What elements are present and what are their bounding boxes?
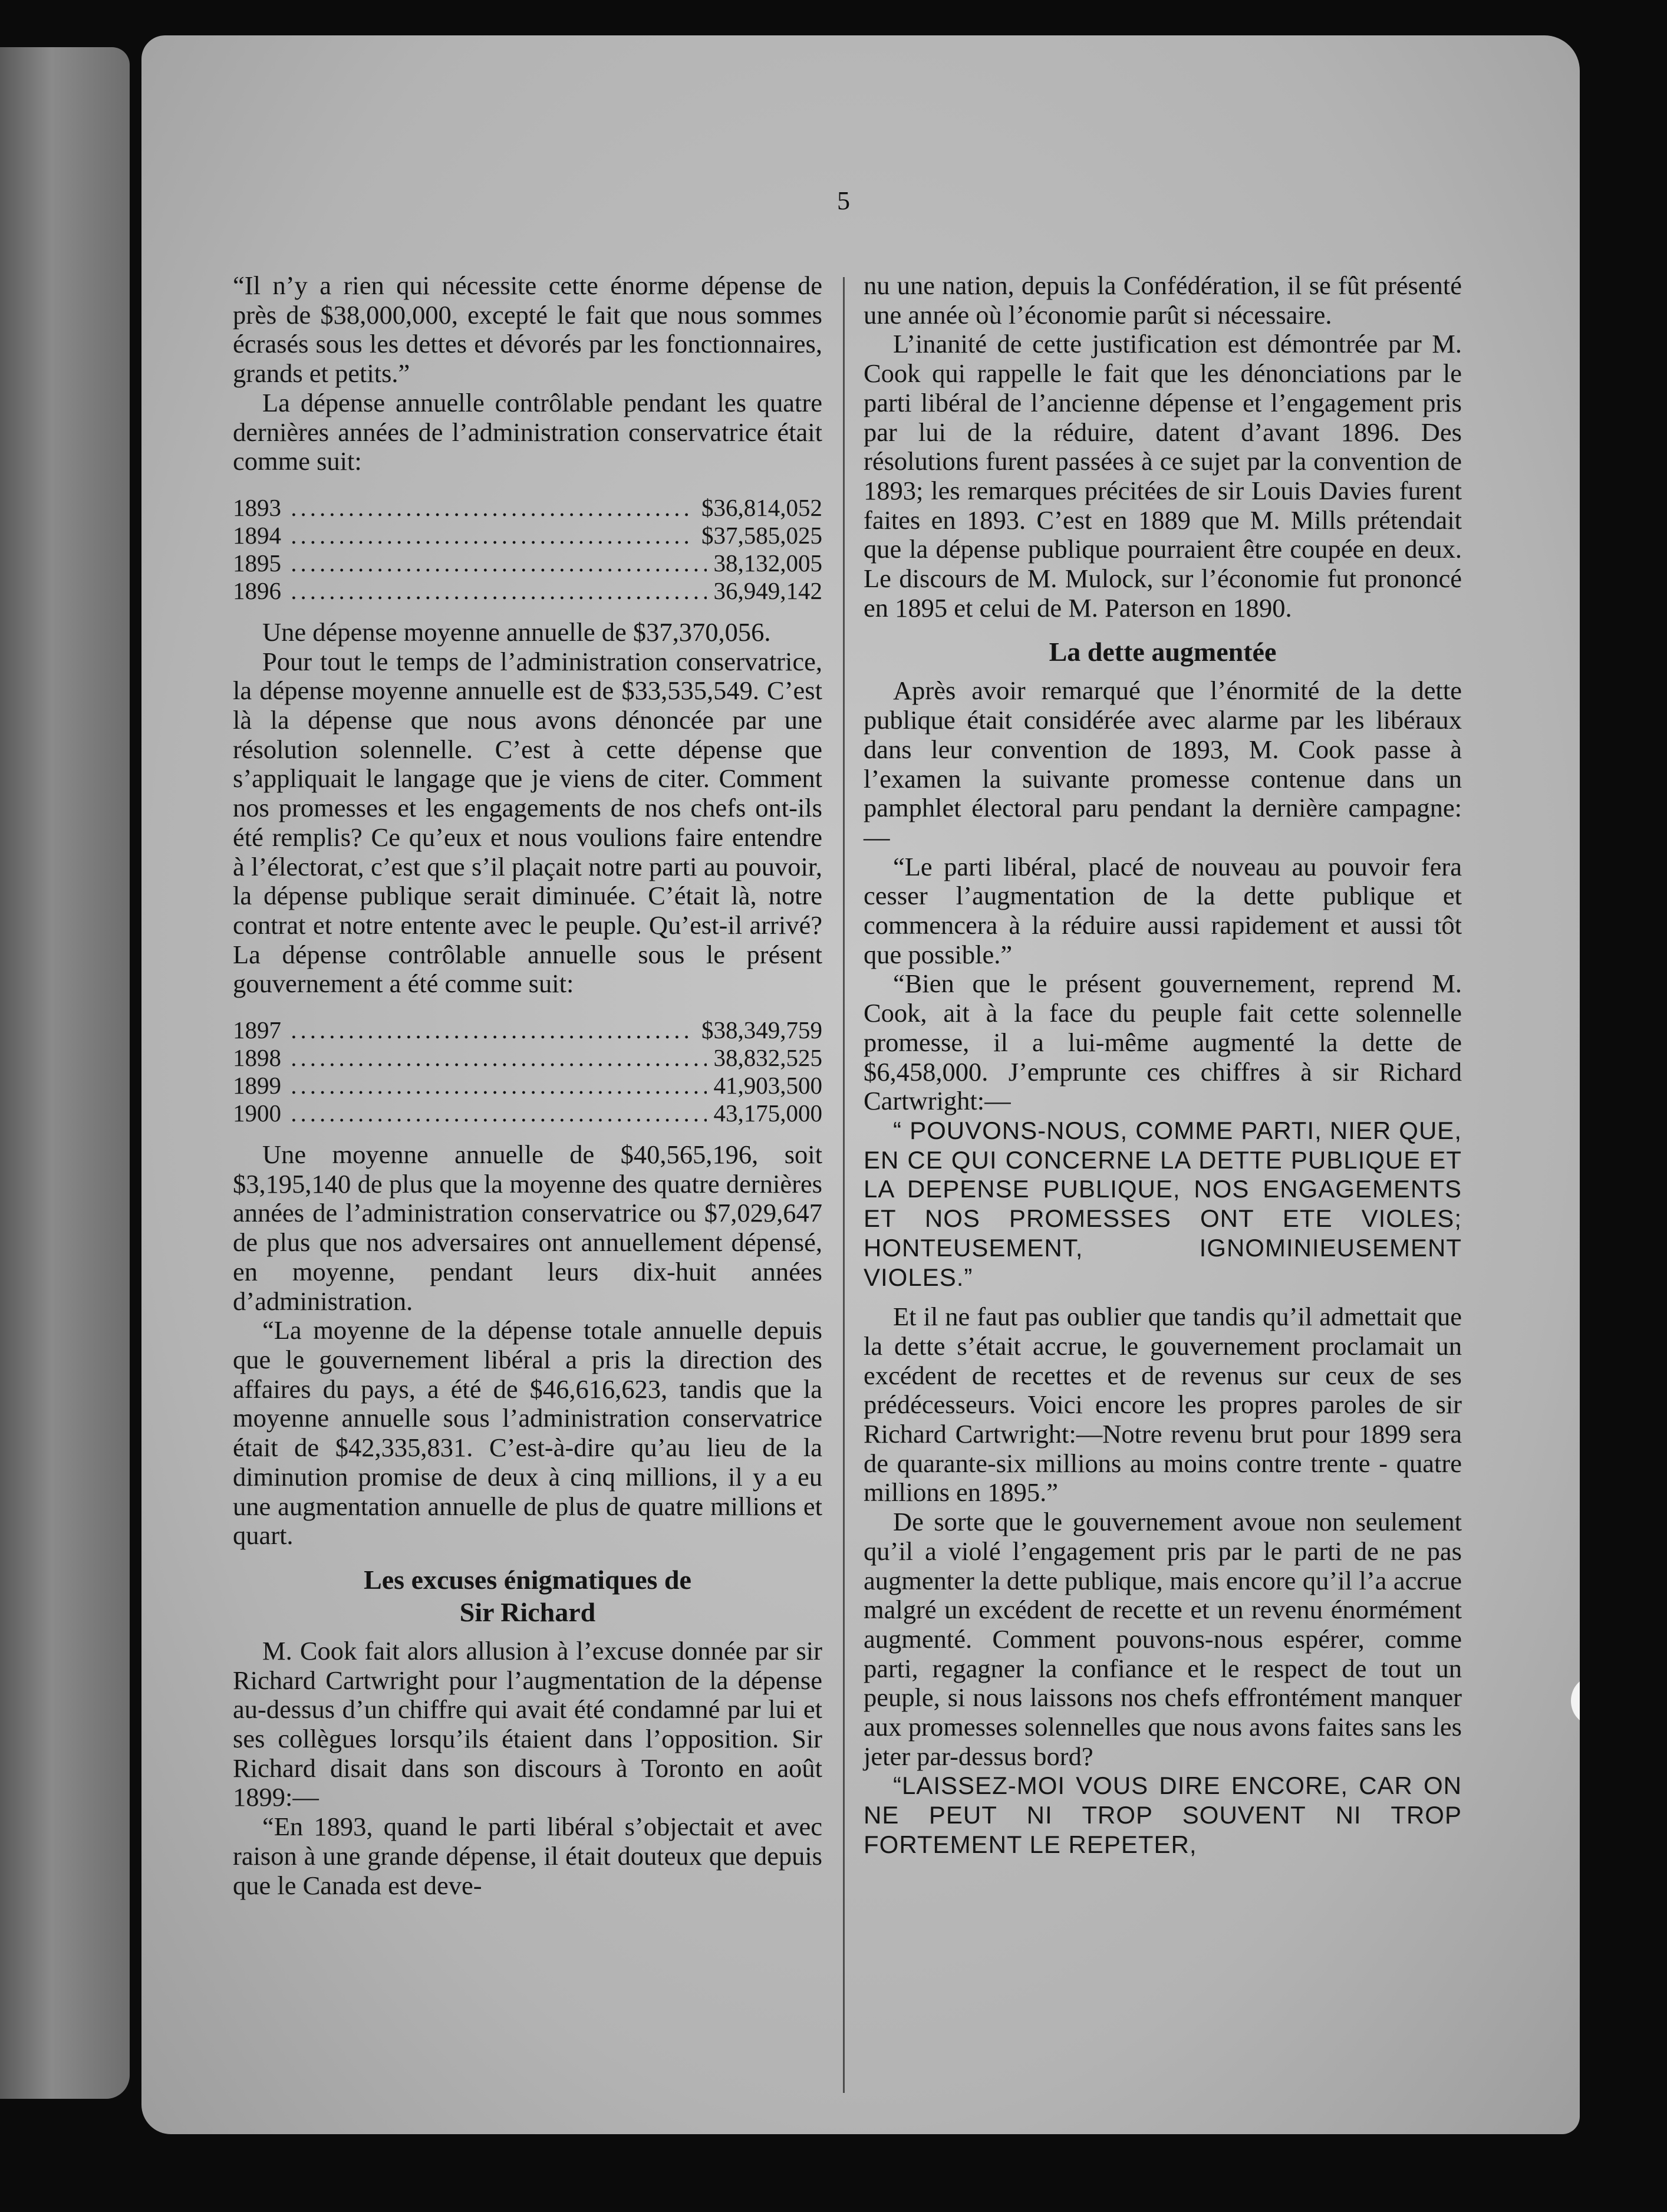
year-cell: 1895 ..... [233, 549, 707, 577]
year-cell: 1899 ..... [233, 1072, 707, 1100]
paragraph: La dépense annuelle contrôlable pendant les quatre dernières années de l’administration conservatrice était comme suit: [233, 387, 822, 476]
table-row [233, 1016, 822, 1044]
right-column [864, 271, 1462, 1859]
amount-cell: 38,832,525 [713, 1044, 822, 1072]
paragraph: L’inanité de cette justification est démontrée par M. Cook qui rappelle le fait que les dénonciations par le parti libéral de l’ancienne dépense et l’engagement pris par lui de la réduire, datent d’avant 1896. Des résolutions furent passées à ce sujet par la convention de 1893; les remarques précitées de sir Louis Davies furent faites en 1893. C’est en 1889 que M. Mills prétendait que la dépense publique pourraient être coupée en deux. Le discours de M. Mulock, sur l’économie fut prononcé en 1895 et celui de M. Paterson en 1890. [864, 329, 1462, 623]
amount-cell: 38,132,005 [713, 549, 822, 577]
amount-cell: 43,175,000 [713, 1100, 822, 1127]
amount-cell: $38,349,759 [701, 1016, 822, 1044]
left-column [233, 271, 822, 1900]
expense-table-conservative [233, 494, 822, 605]
paper-hole [1571, 1677, 1580, 1724]
year-cell: 1897 ..... [233, 1016, 694, 1044]
amount-cell: 41,903,500 [713, 1072, 822, 1100]
expense-table-liberal [233, 1016, 822, 1127]
paragraph: De sorte que le gouvernement avoue non seulement qu’il a violé l’engagement pris par le parti de ne pas augmenter la dette publique, mais encore qu’il l’a accrue malgré un excédent de recette et un revenu énormément augmenté. Comment pouvons-nous espérer, comme parti, regagner la confiance et le respect de tout un peuple, si nous laissons nos chefs effrontément manquer aux promesses solennelles que nous avons faites sans les jeter par-dessus bord? [864, 1507, 1462, 1771]
year-cell: 1898 ..... [233, 1044, 707, 1072]
year-cell: 1894 ..... [233, 522, 694, 549]
amount-cell: $37,585,025 [701, 521, 822, 549]
table-row [233, 522, 822, 549]
year-cell: 1896 ..... [233, 577, 707, 605]
paragraph: M. Cook fait alors allusion à l’excuse donnée par sir Richard Cartwright pour l’augmentation de la dépense au-dessus d’un chiffre qui avait été condamné par lui et ses collègues lorsqu’ils étaient dans l’opposition. Sir Richard disait dans son discours à Toronto en août 1899:— [233, 1635, 822, 1812]
quote-paragraph: “Le parti libéral, placé de nouveau au pouvoir fera cesser l’augmentation de la dette publique et commencera à la réduire aussi rapidement et aussi tôt que possible.” [864, 851, 1462, 969]
amount-cell: 36,949,142 [713, 577, 822, 604]
previous-page-edge [0, 47, 130, 2099]
year-cell: 1900 ..... [233, 1100, 707, 1127]
paragraph: Après avoir remarqué que l’énormité de la dette publique était considérée avec alarme par les libéraux dans leur convention de 1893, M. Cook passe à l’examen la suivante promesse contenue dans un pamphlet électoral paru pendant la dernière campagne:— [864, 676, 1462, 852]
table-row [233, 549, 822, 577]
section-heading [233, 1563, 822, 1628]
paragraph: Une moyenne annuelle de $40,565,196, soit $3,195,140 de plus que la moyenne des quatre dernières années de l’administration conservatrice ou $7,029,647 de plus que nos adversaires ont annuellement dépensé, en moyenne, pendant leurs dix-huit années d’administration. [233, 1140, 822, 1316]
uppercase-quote: “LAISSEZ-MOI VOUS DIRE ENCORE, CAR ON NE PEUT NI TROP SOUVENT NI TROP FORTEMENT LE REPETER, [864, 1772, 1462, 1858]
table-row [233, 1072, 822, 1100]
table-row [233, 494, 822, 522]
section-heading: La dette augmentée [1049, 637, 1277, 667]
paragraph: Une dépense moyenne annuelle de $37,370,056. [262, 617, 771, 647]
paragraph: Pour tout le temps de l’administration conservatrice, la dépense moyenne annuelle est de $33,535,549. C’est là la dépense que nous avons dénoncée par une résolution solennelle. C’est à cette dépense que s’appliquait le langage que je viens de citer. Comment nos promesses et les engagements de nos chefs ont-ils été remplis? Ce qu’eux et nous voulions faire entendre à l’électorat, c’est que s’il plaçait notre parti au pouvoir, la dépense publique serait diminuée. C’était là, notre contrat et notre entente avec le peuple. Qu’est-il arrivé? La dépense contrôlable annuelle sous le présent gouvernement a été comme suit: [233, 646, 822, 999]
quote-paragraph: “En 1893, quand le parti libéral s’objectait et avec raison à une grande dépense, il était douteux que depuis que le Canada est deve- [233, 1812, 822, 1900]
page-number: 5 [837, 186, 850, 215]
year-cell: 1893 ..... [233, 494, 694, 522]
table-row [233, 1100, 822, 1127]
paragraph: nu une nation, depuis la Confédération, il se fût présenté une année où l’économie parût si nécessaire. [864, 271, 1462, 330]
quote-paragraph: “La moyenne de la dépense totale annuelle depuis que le gouvernement libéral a pris la direction des affaires du pays, a été de $46,616,623, tandis que la moyenne annuelle sous l’administration conservatrice était de $42,335,831. C’est-à-dire qu’au lieu de la diminution promise de deux à cinq millions, il y a eu une augmentation annuelle de plus de quatre millions et quart. [233, 1315, 822, 1551]
document-page [141, 35, 1580, 2134]
uppercase-quote: “ POUVONS-NOUS, COMME PARTI, NIER QUE, EN CE QUI CONCERNE LA DETTE PUBLIQUE ET LA DEPENSE PUBLIQUE, NOS ENGAGEMENTS ET NOS PROMESSES ONT ETE VIOLES; HONTEUSEMENT, IGNOMINIEUSEMENT VIOLES.” [864, 1116, 1462, 1291]
quote-paragraph: “Il n’y a rien qui nécessite cette énorme dépense de près de $38,000,000, excepté le fait que nous sommes écrasés sous les dettes et dévorés par les fonctionnaires, grands et petits.” [233, 271, 822, 389]
table-row [233, 1044, 822, 1072]
paragraph: Et il ne faut pas oublier que tandis qu’il admettait que la dette s’était accrue, le gouvernement proclamait un excédent de recettes et de revenus sur ceux de ses prédécesseurs. Voici encore les propres paroles de sir Richard Cartwright:—Notre revenu brut pour 1899 sera de quarante-six millions au moins contre trente - quatre millions en 1895.” [864, 1302, 1462, 1507]
paragraph: “Bien que le présent gouvernement, reprend M. Cook, ait à la face du peuple fait cette solennelle promesse, il a lui-même augmenté la dette de $6,458,000. J’emprunte ces chiffres à sir Richard Cartwright:— [864, 969, 1462, 1116]
amount-cell: $36,814,052 [701, 493, 822, 521]
column-divider [843, 277, 845, 2093]
heading-line: Les excuses énigmatiques de [364, 1564, 691, 1595]
heading-line: Sir Richard [459, 1597, 596, 1627]
table-row [233, 577, 822, 605]
